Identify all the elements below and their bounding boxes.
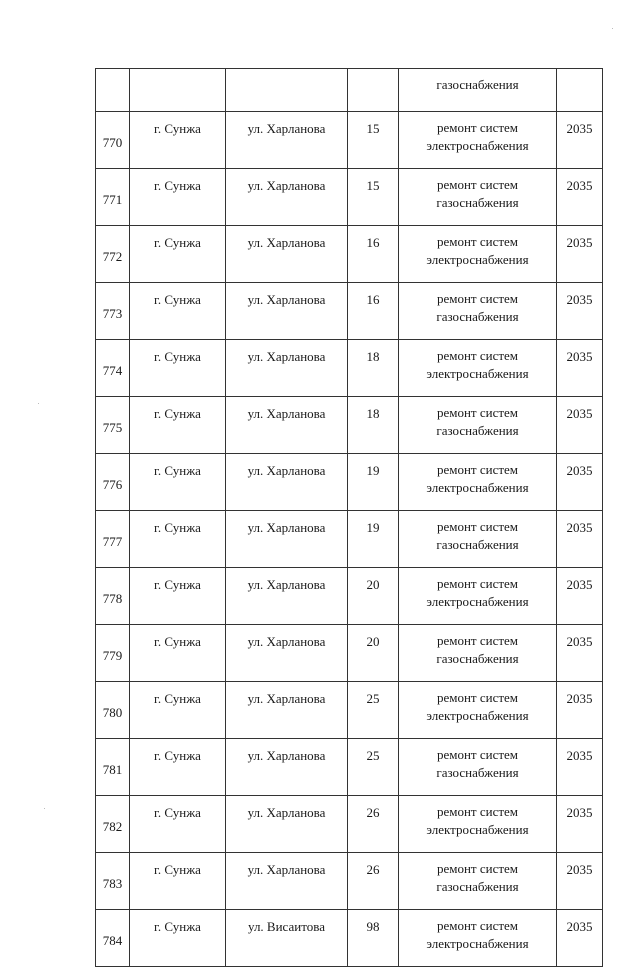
work-line: газоснабжения — [436, 309, 519, 324]
cell-city: г. Сунжа — [130, 625, 226, 682]
work-line: ремонт систем — [436, 519, 519, 534]
work-line: ремонт систем — [436, 633, 519, 648]
cell-street: ул. Висаитова — [226, 910, 348, 967]
cell-house: 18 — [348, 340, 399, 397]
cell-year: 2035 — [557, 568, 603, 625]
cell-city: г. Сунжа — [130, 169, 226, 226]
cell-city: г. Сунжа — [130, 340, 226, 397]
cell-year: 2035 — [557, 112, 603, 169]
cell-street: ул. Харланова — [226, 112, 348, 169]
cell-city: г. Сунжа — [130, 283, 226, 340]
cell-work-type — [399, 69, 557, 112]
cell-city: г. Сунжа — [130, 739, 226, 796]
cell-house: 18 — [348, 397, 399, 454]
cell-year: 2035 — [557, 340, 603, 397]
cell-street: ул. Харланова — [226, 340, 348, 397]
work-line: газоснабжения — [436, 651, 519, 666]
table-row — [96, 796, 603, 853]
work-line: ремонт систем — [436, 348, 519, 363]
cell-street: ул. Харланова — [226, 226, 348, 283]
work-line: газоснабжения — [436, 765, 519, 780]
cell-number: 776 — [96, 454, 130, 511]
cell-house: 15 — [348, 112, 399, 169]
table-body — [96, 69, 603, 967]
cell-house: 20 — [348, 568, 399, 625]
cell-number — [96, 69, 130, 112]
cell-house: 20 — [348, 625, 399, 682]
work-line: ремонт систем — [436, 918, 519, 933]
cell-city: г. Сунжа — [130, 682, 226, 739]
cell-work-type — [399, 169, 557, 226]
work-line: ремонт систем — [436, 462, 519, 477]
cell-house: 19 — [348, 454, 399, 511]
cell-number: 772 — [96, 226, 130, 283]
cell-street: ул. Харланова — [226, 682, 348, 739]
cell-work-type — [399, 340, 557, 397]
cell-work-type — [399, 112, 557, 169]
cell-number: 783 — [96, 853, 130, 910]
cell-house: 98 — [348, 910, 399, 967]
cell-street: ул. Харланова — [226, 796, 348, 853]
cell-house: 26 — [348, 796, 399, 853]
work-line: ремонт систем — [436, 747, 519, 762]
table-row — [96, 454, 603, 511]
cell-year: 2035 — [557, 796, 603, 853]
cell-city: г. Сунжа — [130, 853, 226, 910]
cell-city: г. Сунжа — [130, 910, 226, 967]
work-line: ремонт систем — [436, 690, 519, 705]
cell-year: 2035 — [557, 511, 603, 568]
work-line: ремонт систем — [436, 804, 519, 819]
cell-house: 19 — [348, 511, 399, 568]
work-line: ремонт систем — [436, 177, 519, 192]
cell-number: 774 — [96, 340, 130, 397]
work-line: электроснабжения — [426, 936, 529, 951]
cell-street — [226, 69, 348, 112]
cell-city: г. Сунжа — [130, 454, 226, 511]
cell-work-type — [399, 568, 557, 625]
cell-year — [557, 69, 603, 112]
table-row — [96, 682, 603, 739]
cell-street: ул. Харланова — [226, 397, 348, 454]
cell-work-type — [399, 910, 557, 967]
cell-house: 16 — [348, 283, 399, 340]
cell-work-type — [399, 853, 557, 910]
cell-city: г. Сунжа — [130, 397, 226, 454]
cell-city: г. Сунжа — [130, 796, 226, 853]
cell-city — [130, 69, 226, 112]
cell-street: ул. Харланова — [226, 169, 348, 226]
cell-work-type — [399, 682, 557, 739]
cell-house: 25 — [348, 682, 399, 739]
work-line: электроснабжения — [426, 138, 529, 153]
work-line: электроснабжения — [426, 366, 529, 381]
cell-work-type — [399, 397, 557, 454]
table-row — [96, 112, 603, 169]
work-line: газоснабжения — [436, 195, 519, 210]
cell-work-type — [399, 226, 557, 283]
work-line: электроснабжения — [426, 480, 529, 495]
table-row — [96, 853, 603, 910]
table-row — [96, 568, 603, 625]
cell-year: 2035 — [557, 739, 603, 796]
cell-city: г. Сунжа — [130, 226, 226, 283]
cell-city: г. Сунжа — [130, 568, 226, 625]
table-row — [96, 625, 603, 682]
cell-street: ул. Харланова — [226, 454, 348, 511]
scan-speck — [44, 808, 45, 809]
cell-street: ул. Харланова — [226, 511, 348, 568]
cell-street: ул. Харланова — [226, 283, 348, 340]
cell-number: 781 — [96, 739, 130, 796]
work-line: электроснабжения — [426, 252, 529, 267]
table-row — [96, 226, 603, 283]
cell-number: 778 — [96, 568, 130, 625]
cell-number: 770 — [96, 112, 130, 169]
cell-year: 2035 — [557, 283, 603, 340]
work-line: ремонт систем — [436, 576, 519, 591]
cell-house: 15 — [348, 169, 399, 226]
cell-house — [348, 69, 399, 112]
table-row — [96, 910, 603, 967]
cell-work-type — [399, 283, 557, 340]
cell-street: ул. Харланова — [226, 625, 348, 682]
table-row — [96, 283, 603, 340]
cell-year: 2035 — [557, 454, 603, 511]
cell-year: 2035 — [557, 625, 603, 682]
cell-year: 2035 — [557, 853, 603, 910]
work-line: электроснабжения — [426, 822, 529, 837]
cell-year: 2035 — [557, 910, 603, 967]
cell-number: 771 — [96, 169, 130, 226]
cell-number: 777 — [96, 511, 130, 568]
table-row — [96, 340, 603, 397]
cell-number: 779 — [96, 625, 130, 682]
cell-work-type — [399, 511, 557, 568]
cell-number: 780 — [96, 682, 130, 739]
cell-house: 16 — [348, 226, 399, 283]
cell-number: 784 — [96, 910, 130, 967]
cell-year: 2035 — [557, 169, 603, 226]
cell-work-type — [399, 625, 557, 682]
table-row — [96, 739, 603, 796]
cell-number: 773 — [96, 283, 130, 340]
cell-number: 775 — [96, 397, 130, 454]
scan-speck — [612, 28, 613, 29]
cell-house: 26 — [348, 853, 399, 910]
repair-schedule-table — [95, 68, 603, 967]
cell-street: ул. Харланова — [226, 853, 348, 910]
work-line: газоснабжения — [436, 77, 519, 92]
work-line: газоснабжения — [436, 537, 519, 552]
scan-speck — [38, 403, 39, 404]
work-line: ремонт систем — [436, 234, 519, 249]
table-row — [96, 511, 603, 568]
cell-year: 2035 — [557, 682, 603, 739]
cell-city: г. Сунжа — [130, 112, 226, 169]
work-line: электроснабжения — [426, 708, 529, 723]
cell-street: ул. Харланова — [226, 739, 348, 796]
cell-year: 2035 — [557, 397, 603, 454]
cell-work-type — [399, 796, 557, 853]
cell-work-type — [399, 739, 557, 796]
work-line: ремонт систем — [436, 291, 519, 306]
work-line: ремонт систем — [436, 861, 519, 876]
cell-year: 2035 — [557, 226, 603, 283]
continuation-row — [96, 69, 603, 112]
cell-work-type — [399, 454, 557, 511]
cell-street: ул. Харланова — [226, 568, 348, 625]
table-row — [96, 169, 603, 226]
work-line: газоснабжения — [436, 879, 519, 894]
cell-house: 25 — [348, 739, 399, 796]
work-line: газоснабжения — [436, 423, 519, 438]
work-line: ремонт систем — [436, 405, 519, 420]
table-row — [96, 397, 603, 454]
work-line: ремонт систем — [436, 120, 519, 135]
cell-city: г. Сунжа — [130, 511, 226, 568]
work-line: электроснабжения — [426, 594, 529, 609]
cell-number: 782 — [96, 796, 130, 853]
